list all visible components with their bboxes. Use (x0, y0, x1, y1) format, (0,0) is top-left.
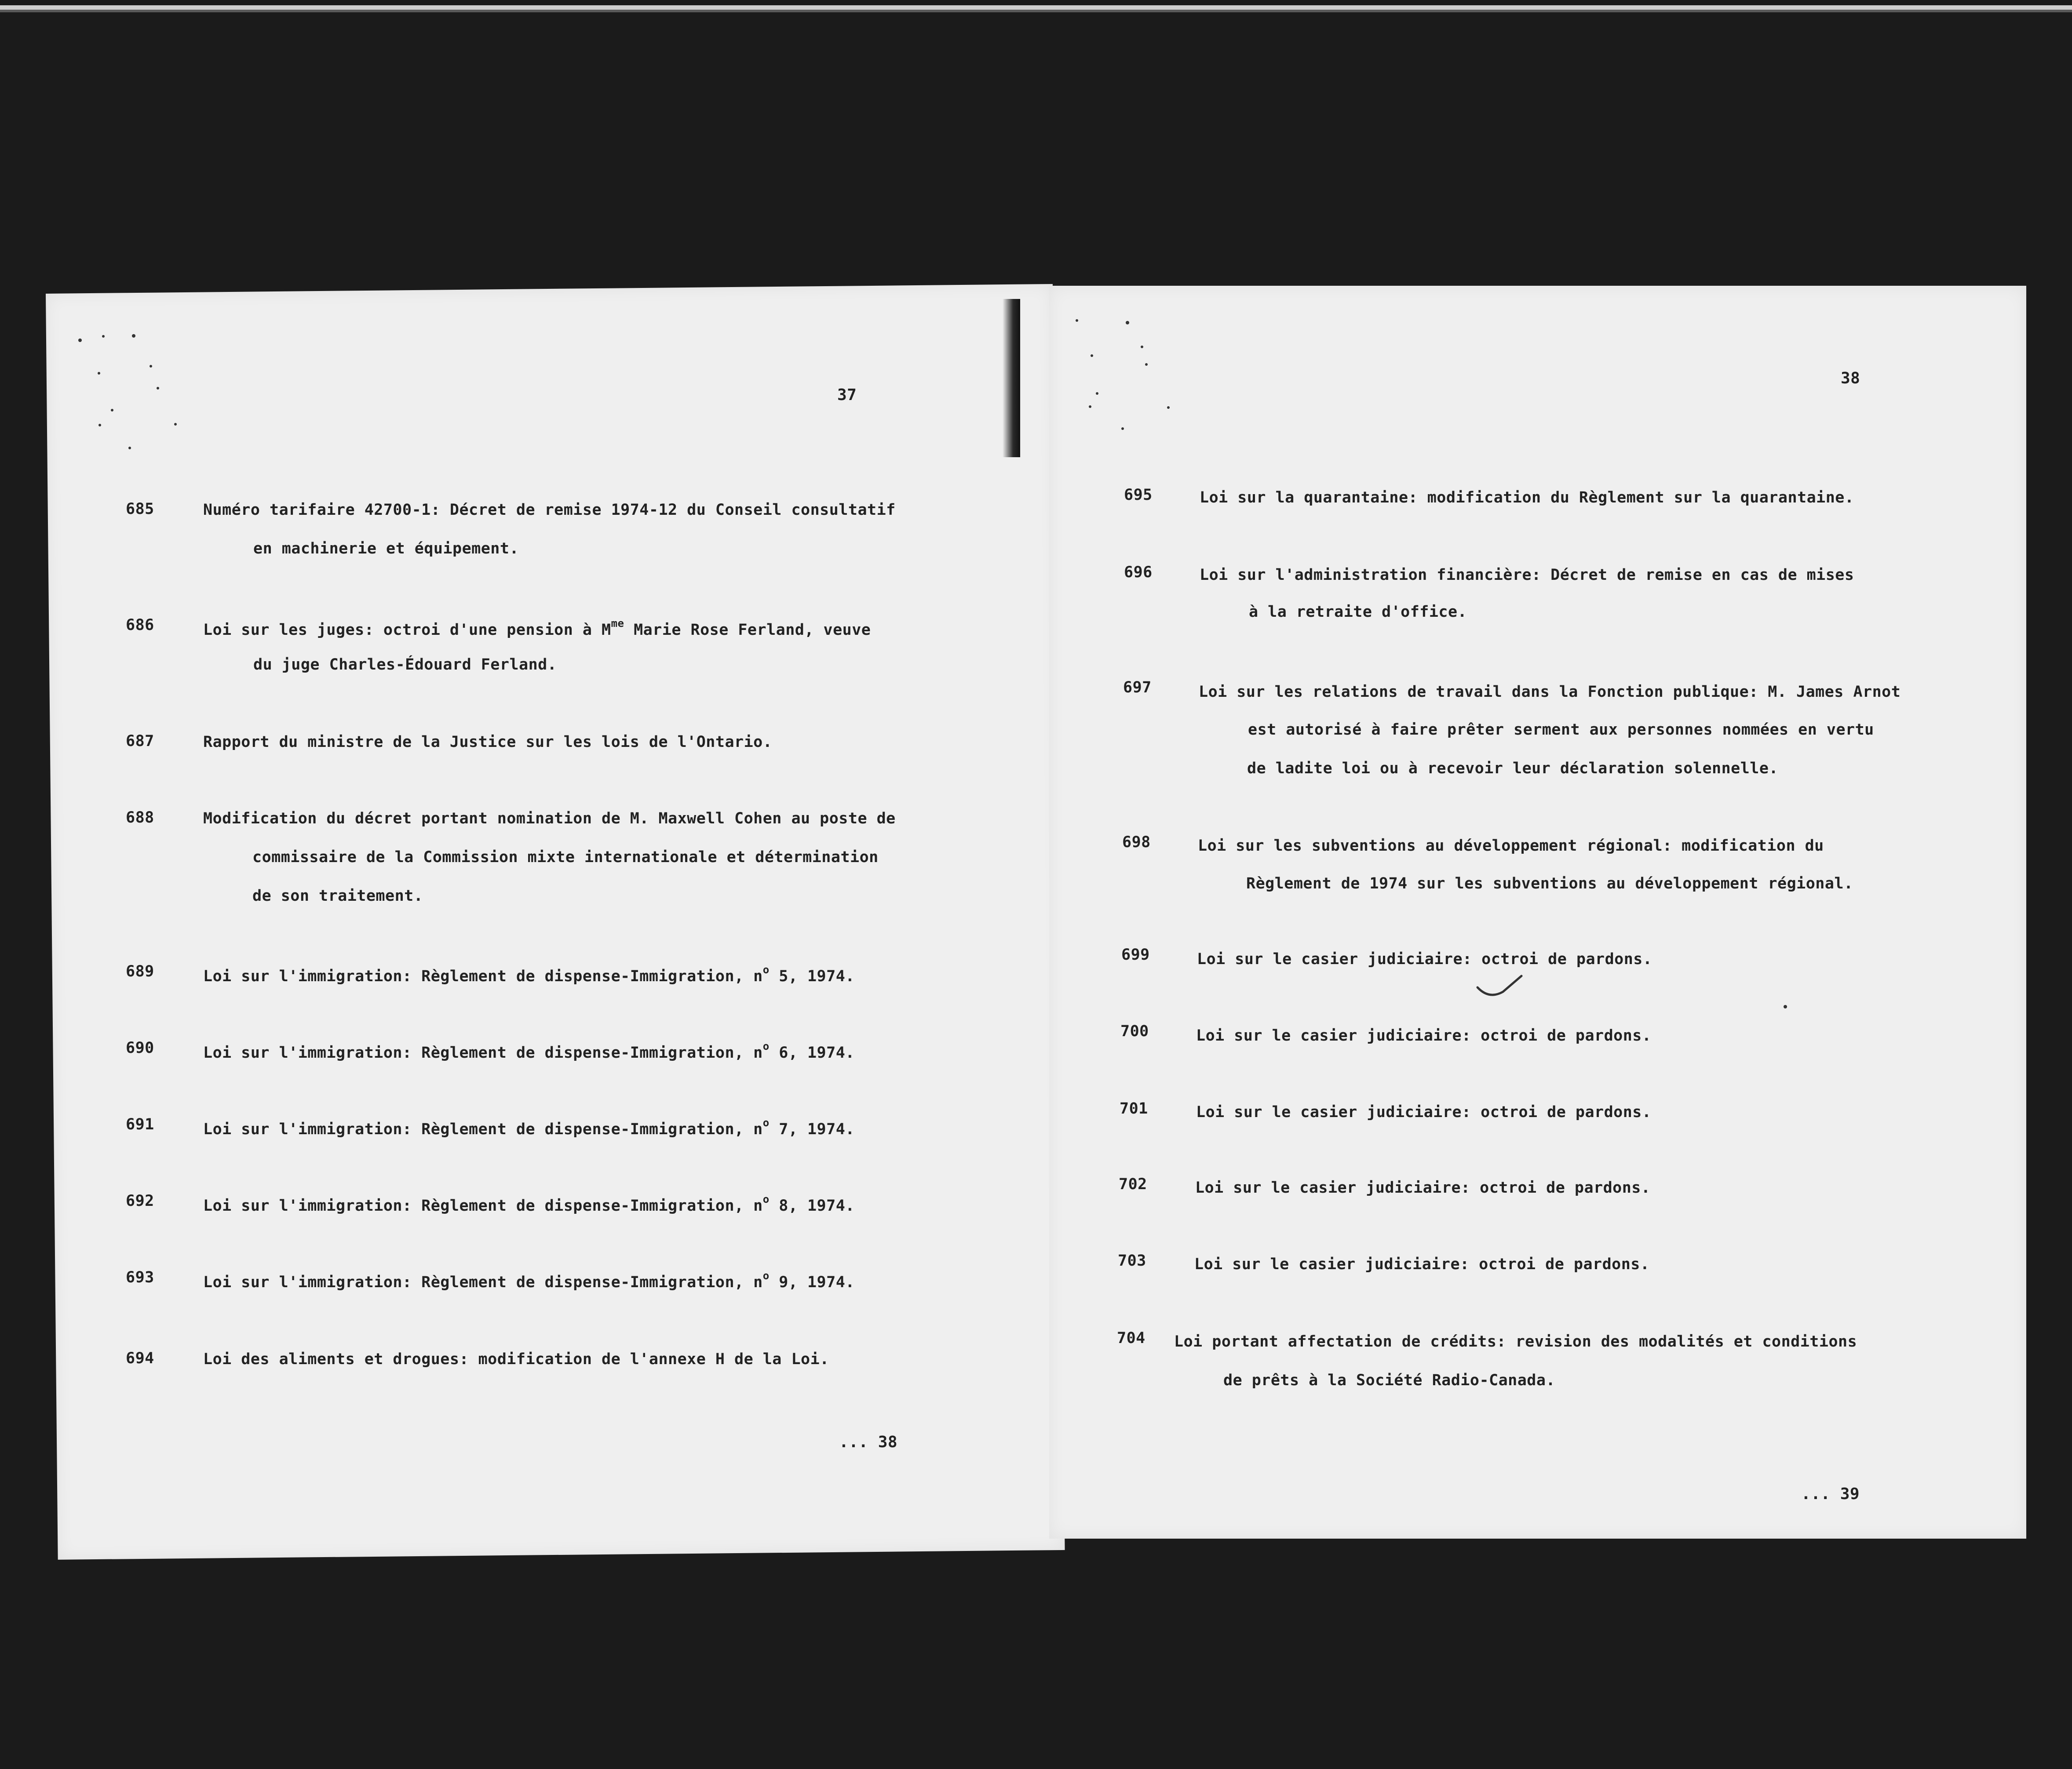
speck (1089, 405, 1091, 408)
speck (1076, 319, 1078, 322)
entry-number: 688 (126, 809, 154, 826)
entry-number: 692 (126, 1192, 154, 1210)
speck (1784, 1005, 1787, 1008)
page-gutter-shadow (1003, 299, 1020, 457)
speck (98, 372, 100, 375)
entry-text: Loi portant affectation de crédits: revision des modalités et conditions (1174, 1333, 1857, 1350)
entry-number: 686 (126, 616, 154, 634)
entry-text: à la retraite d'office. (1249, 603, 1467, 621)
speck (1091, 354, 1093, 357)
entry-text: est autorisé à faire prêter serment aux personnes nommées en vertu (1248, 721, 1874, 739)
right-page (1049, 286, 2026, 1539)
entry-text: de ladite loi ou à recevoir leur déclaration solennelle. (1247, 760, 1779, 777)
entry-text: Loi sur le casier judiciaire: octroi de pardons. (1197, 950, 1652, 968)
entry-text: Loi sur les subventions au développement régional: modification du (1198, 837, 1824, 855)
entry-text: Loi sur le casier judiciaire: octroi de pardons. (1196, 1103, 1652, 1121)
entry-number: 689 (126, 963, 154, 980)
entry-text: Numéro tarifaire 42700-1: Décret de remise 1974-12 du Conseil consultatif (203, 501, 896, 519)
entry-text: en machinerie et équipement. (253, 540, 519, 557)
entry-text: Loi sur l'immigration: Règlement de dispense-Immigration, $n^o$ 9, 1974. (203, 1270, 855, 1291)
speck (102, 335, 105, 338)
entry-text: Loi sur l'immigration: Règlement de dispense-Immigration, $n^o$ 8, 1974. (203, 1193, 855, 1215)
entry-text: Rapport du ministre de la Justice sur les lois de l'Ontario. (203, 733, 773, 751)
entry-number: 702 (1119, 1176, 1147, 1193)
speck (1096, 392, 1098, 395)
entry-text: Loi sur les juges: octroi d'une pension à $M^{me}$ Marie Rose Ferland, veuve (203, 617, 871, 639)
entry-number: 695 (1124, 486, 1153, 504)
entry-text: de prêts à la Société Radio-Canada. (1223, 1372, 1556, 1389)
entry-number: 697 (1123, 679, 1152, 696)
entry-text: de son traitement. (252, 887, 423, 905)
entry-text: Loi sur l'administration financière: Décret de remise en cas de mises (1200, 566, 1854, 584)
speck (128, 447, 131, 449)
speck (174, 423, 177, 426)
entry-text: Loi sur l'immigration: Règlement de dispense-Immigration, $n^o$ 6, 1974. (203, 1040, 855, 1062)
entry-text: Règlement de 1974 sur les subventions au développement régional. (1246, 875, 1853, 892)
handwritten-check-mark (1476, 974, 1524, 1005)
entry-number: 693 (126, 1269, 154, 1286)
entry-number: 699 (1121, 946, 1150, 964)
entry-number: 703 (1118, 1252, 1146, 1270)
entry-text: Loi sur le casier judiciaire: octroi de pardons. (1194, 1256, 1650, 1273)
entry-number: 696 (1124, 564, 1153, 581)
entry-text: Loi sur l'immigration: Règlement de dispense-Immigration, $n^o$ 7, 1974. (203, 1117, 855, 1138)
entry-text: Loi sur le casier judiciaire: octroi de pardons. (1196, 1027, 1652, 1045)
entry-text: du juge Charles-Édouard Ferland. (253, 656, 557, 673)
entry-number: 694 (126, 1350, 154, 1367)
speck (1145, 363, 1148, 366)
entry-number: 704 (1117, 1329, 1145, 1347)
speck (150, 365, 152, 368)
entry-number: 698 (1122, 834, 1151, 851)
speck (132, 334, 135, 338)
film-edge (0, 5, 2072, 10)
entry-text: Loi sur l'immigration: Règlement de dispense-Immigration, $n^o$ 5, 1974. (203, 964, 855, 985)
continuation-marker: ... 39 (1801, 1485, 1860, 1503)
speck (1167, 406, 1170, 409)
speck (78, 339, 82, 342)
entry-number: 687 (126, 732, 154, 750)
film-edge-shadow (0, 10, 2072, 12)
left-page (46, 284, 1065, 1560)
speck (111, 409, 113, 411)
entry-text: Loi sur le casier judiciaire: octroi de pardons. (1195, 1179, 1651, 1197)
entry-text: Loi des aliments et drogues: modification de l'annexe H de la Loi. (203, 1350, 829, 1368)
speck (1141, 346, 1143, 348)
speck (1126, 321, 1129, 324)
speck (157, 387, 159, 389)
entry-text: Modification du décret portant nomination de M. Maxwell Cohen au poste de (203, 810, 896, 827)
entry-number: 685 (126, 500, 154, 518)
entry-text: Loi sur les relations de travail dans la Fonction publique: M. James Arnot (1199, 683, 1901, 701)
entry-number: 691 (126, 1116, 154, 1133)
entry-number: 690 (126, 1039, 154, 1057)
page-number: 37 (837, 386, 857, 404)
continuation-marker: ... 38 (839, 1433, 898, 1451)
speck (1121, 427, 1124, 430)
entry-text: commissaire de la Commission mixte internationale et détermination (252, 848, 879, 866)
entry-number: 701 (1120, 1100, 1148, 1117)
entry-text: Loi sur la quarantaine: modification du Règlement sur la quarantaine. (1200, 489, 1854, 506)
speck (98, 424, 101, 426)
entry-number: 700 (1120, 1023, 1149, 1040)
page-number: 38 (1841, 369, 1860, 387)
